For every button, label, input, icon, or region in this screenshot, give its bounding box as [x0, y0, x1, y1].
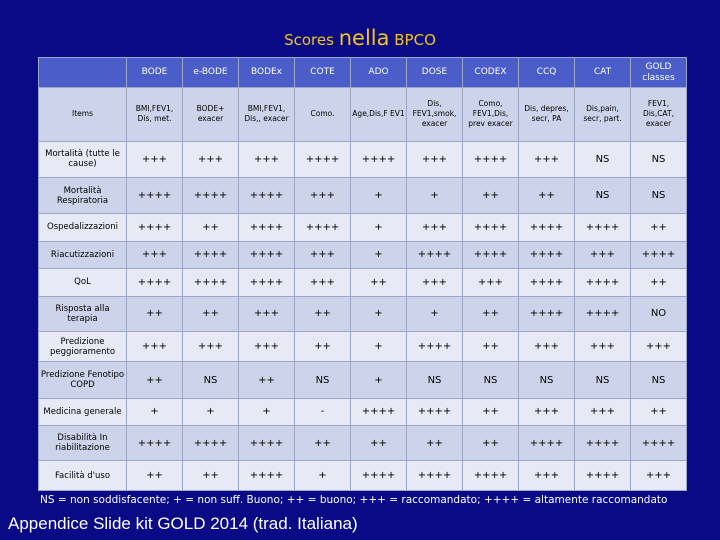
- title-part-2: nella: [338, 26, 390, 50]
- row-label: QoL: [39, 269, 127, 296]
- column-header: DOSE: [407, 58, 463, 88]
- items-cell: Age,Dis,F EV1: [351, 88, 407, 142]
- score-cell: ++++: [575, 269, 631, 296]
- column-header: CCQ: [519, 58, 575, 88]
- score-cell: ++++: [127, 214, 183, 241]
- score-cell: ++++: [239, 241, 295, 268]
- score-cell: +++: [239, 141, 295, 177]
- score-cell: ++++: [519, 241, 575, 268]
- score-cell: NS: [407, 362, 463, 398]
- column-header: ADO: [351, 58, 407, 88]
- score-cell: +++: [519, 141, 575, 177]
- table-row: [39, 214, 687, 241]
- score-cell: ++++: [295, 214, 351, 241]
- title-part-3: BPCO: [389, 31, 436, 49]
- score-cell: ++++: [127, 178, 183, 214]
- table-row: [39, 296, 687, 331]
- score-cell: ++++: [351, 461, 407, 491]
- score-cell: +++: [295, 269, 351, 296]
- score-cell: ++: [295, 331, 351, 362]
- score-cell: +++: [519, 461, 575, 491]
- items-cell: Como, FEV1,Dis, prev exacer: [463, 88, 519, 142]
- legend-footnote: NS = non soddisfacente; + = non suff. Buono; ++ = buono; +++ = raccomandato; ++++ = altamente raccomandato: [40, 494, 668, 506]
- score-cell: NS: [519, 362, 575, 398]
- row-label: Risposta alla terapia: [39, 296, 127, 331]
- column-header: BODE: [127, 58, 183, 88]
- items-cell: BMI,FEV1, Dis,, exacer: [239, 88, 295, 142]
- score-cell: ++: [295, 426, 351, 461]
- row-label: Mortalità Respiratoria: [39, 178, 127, 214]
- score-cell: ++: [351, 269, 407, 296]
- score-cell: +: [351, 362, 407, 398]
- items-row: [39, 88, 687, 142]
- score-cell: ++: [295, 296, 351, 331]
- score-cell: +++: [519, 331, 575, 362]
- score-cell: +++: [295, 241, 351, 268]
- score-cell: +++: [519, 398, 575, 425]
- score-cell: ++: [239, 362, 295, 398]
- table-row: [39, 141, 687, 177]
- column-header: e-BODE: [183, 58, 239, 88]
- score-cell: +++: [407, 214, 463, 241]
- score-cell: ++++: [183, 241, 239, 268]
- items-cell: Dis, depres, secr, PA: [519, 88, 575, 142]
- score-cell: ++: [127, 362, 183, 398]
- score-cell: ++++: [463, 241, 519, 268]
- table-row: [39, 331, 687, 362]
- table-row: [39, 178, 687, 214]
- column-header: COTE: [295, 58, 351, 88]
- score-cell: ++++: [463, 214, 519, 241]
- items-label: Items: [39, 88, 127, 142]
- score-cell: ++: [351, 426, 407, 461]
- score-cell: +++: [407, 141, 463, 177]
- score-cell: ++++: [351, 141, 407, 177]
- score-cell: ++++: [183, 269, 239, 296]
- score-cell: ++++: [127, 269, 183, 296]
- score-cell: NS: [631, 362, 687, 398]
- score-cell: NS: [631, 141, 687, 177]
- title-part-1: Scores: [284, 31, 339, 49]
- score-cell: NS: [575, 362, 631, 398]
- score-cell: ++: [127, 296, 183, 331]
- row-label: Disabilità In riabilitazione: [39, 426, 127, 461]
- items-cell: Dis,pain, secr, part.: [575, 88, 631, 142]
- row-label: Mortalità (tutte le cause): [39, 141, 127, 177]
- table-row: [39, 426, 687, 461]
- items-cell: Dis, FEV1,smok, exacer: [407, 88, 463, 142]
- score-cell: +++: [239, 296, 295, 331]
- row-label: Medicina generale: [39, 398, 127, 425]
- score-cell: +: [407, 178, 463, 214]
- score-cell: ++++: [127, 426, 183, 461]
- score-cell: +: [351, 214, 407, 241]
- score-cell: +++: [631, 461, 687, 491]
- score-cell: NS: [575, 141, 631, 177]
- table-row: [39, 362, 687, 398]
- score-cell: +++: [239, 331, 295, 362]
- scores-table: [38, 57, 687, 491]
- score-cell: ++++: [575, 426, 631, 461]
- row-label: Predizione Fenotipo COPD: [39, 362, 127, 398]
- table-row: [39, 461, 687, 491]
- score-cell: NO: [631, 296, 687, 331]
- score-cell: +: [127, 398, 183, 425]
- score-cell: ++++: [239, 426, 295, 461]
- score-cell: ++: [183, 296, 239, 331]
- score-cell: NS: [575, 178, 631, 214]
- score-cell: ++++: [463, 141, 519, 177]
- score-cell: NS: [183, 362, 239, 398]
- score-cell: ++: [183, 461, 239, 491]
- score-cell: ++++: [575, 214, 631, 241]
- score-cell: +: [295, 461, 351, 491]
- score-cell: NS: [631, 178, 687, 214]
- score-cell: +: [239, 398, 295, 425]
- score-cell: +++: [575, 331, 631, 362]
- column-header: CODEX: [463, 58, 519, 88]
- score-cell: ++: [463, 426, 519, 461]
- score-cell: ++++: [575, 296, 631, 331]
- items-cell: FEV1, Dis,CAT, exacer: [631, 88, 687, 142]
- score-cell: +++: [183, 331, 239, 362]
- score-cell: +: [183, 398, 239, 425]
- score-cell: ++++: [407, 331, 463, 362]
- score-cell: ++++: [407, 398, 463, 425]
- score-cell: NS: [463, 362, 519, 398]
- row-label: Ospedalizzazioni: [39, 214, 127, 241]
- score-cell: ++++: [407, 241, 463, 268]
- items-cell: BMI,FEV1, Dis, met.: [127, 88, 183, 142]
- score-cell: +++: [295, 178, 351, 214]
- score-cell: ++++: [239, 461, 295, 491]
- score-cell: ++: [463, 178, 519, 214]
- score-cell: NS: [295, 362, 351, 398]
- score-cell: +++: [575, 398, 631, 425]
- score-cell: ++++: [575, 461, 631, 491]
- header-corner: [39, 58, 127, 88]
- score-cell: ++++: [463, 461, 519, 491]
- score-cell: +: [351, 296, 407, 331]
- score-cell: +++: [463, 269, 519, 296]
- score-cell: ++++: [519, 426, 575, 461]
- score-cell: +++: [631, 331, 687, 362]
- score-cell: +: [351, 178, 407, 214]
- column-header: GOLD classes: [631, 58, 687, 88]
- score-cell: ++++: [239, 269, 295, 296]
- score-cell: ++++: [631, 426, 687, 461]
- score-cell: ++++: [631, 241, 687, 268]
- score-cell: ++++: [351, 398, 407, 425]
- score-cell: +++: [127, 331, 183, 362]
- score-cell: ++++: [519, 214, 575, 241]
- score-cell: +: [407, 296, 463, 331]
- score-cell: ++: [407, 426, 463, 461]
- score-cell: ++++: [519, 296, 575, 331]
- score-cell: ++++: [519, 269, 575, 296]
- score-cell: +++: [183, 141, 239, 177]
- score-cell: ++++: [407, 461, 463, 491]
- score-cell: ++: [519, 178, 575, 214]
- score-cell: +++: [127, 141, 183, 177]
- items-cell: BODE+ exacer: [183, 88, 239, 142]
- score-cell: ++: [631, 398, 687, 425]
- score-cell: ++: [631, 214, 687, 241]
- score-cell: ++++: [239, 178, 295, 214]
- score-cell: +++: [127, 241, 183, 268]
- table-row: [39, 269, 687, 296]
- column-header: CAT: [575, 58, 631, 88]
- column-header: BODEx: [239, 58, 295, 88]
- score-cell: ++++: [183, 426, 239, 461]
- score-cell: ++: [463, 398, 519, 425]
- score-cell: ++: [183, 214, 239, 241]
- header-row: [39, 58, 687, 88]
- items-cell: Como.: [295, 88, 351, 142]
- score-cell: +++: [575, 241, 631, 268]
- score-cell: +++: [407, 269, 463, 296]
- score-cell: ++: [463, 331, 519, 362]
- row-label: Facilità d'uso: [39, 461, 127, 491]
- footer-caption: Appendice Slide kit GOLD 2014 (trad. Italiana): [8, 514, 358, 533]
- score-cell: ++++: [183, 178, 239, 214]
- score-cell: ++: [463, 296, 519, 331]
- score-cell: ++: [631, 269, 687, 296]
- row-label: Riacutizzazioni: [39, 241, 127, 268]
- row-label: Predizione peggioramento: [39, 331, 127, 362]
- slide-title: [0, 26, 720, 50]
- score-cell: ++++: [239, 214, 295, 241]
- table-row: [39, 398, 687, 425]
- table-row: [39, 241, 687, 268]
- score-cell: +: [351, 331, 407, 362]
- score-cell: ++: [127, 461, 183, 491]
- score-cell: ++++: [295, 141, 351, 177]
- score-cell: -: [295, 398, 351, 425]
- score-cell: +: [351, 241, 407, 268]
